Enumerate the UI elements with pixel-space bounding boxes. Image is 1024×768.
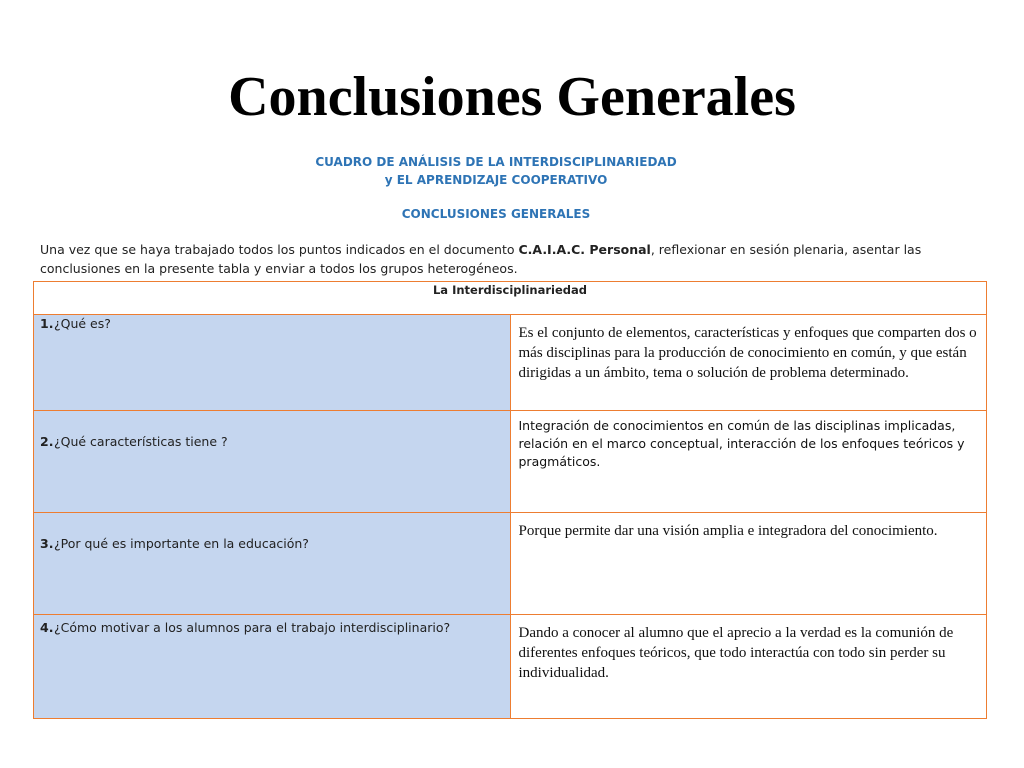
question-number: 4. xyxy=(40,620,54,635)
instructions-document-name: C.A.I.A.C. Personal xyxy=(518,242,651,257)
question-cell xyxy=(34,615,511,719)
table-row xyxy=(34,615,987,719)
question-text: ¿Cómo motivar a los alumnos para el trabajo interdisciplinario? xyxy=(54,620,451,635)
instructions-text-before: Una vez que se haya trabajado todos los puntos indicados en el documento xyxy=(40,242,519,257)
slide-title: Conclusiones Generales xyxy=(228,66,796,128)
question-cell xyxy=(34,513,511,615)
table-row xyxy=(34,411,987,513)
instructions-paragraph xyxy=(40,240,990,278)
table-header: La Interdisciplinariedad xyxy=(34,282,987,315)
table-row xyxy=(34,513,987,615)
analysis-table xyxy=(33,281,987,719)
question-text: ¿Por qué es importante en la educación? xyxy=(54,536,309,551)
question-cell xyxy=(34,411,511,513)
answer-cell: Dando a conocer al alumno que el aprecio a la verdad es la comunión de diferentes enfoques teóricos, que todo interactúa con todo sin perder su individualidad. xyxy=(510,615,987,719)
document-subheading: CONCLUSIONES GENERALES xyxy=(401,207,591,221)
answer-cell: Porque permite dar una visión amplia e integradora del conocimiento. xyxy=(510,513,987,615)
answer-cell: Integración de conocimientos en común de las disciplinas implicadas, relación en el marco conceptual, interacción de los enfoques teóricos y pragmáticos. xyxy=(510,411,987,513)
question-number: 2. xyxy=(40,434,54,449)
question-text: ¿Qué es? xyxy=(54,316,111,331)
document-heading-line-1: CUADRO DE ANÁLISIS DE LA INTERDISCIPLINARIEDAD xyxy=(315,155,677,169)
document-heading-line-2: y EL APRENDIZAJE COOPERATIVO xyxy=(384,173,608,187)
question-cell xyxy=(34,315,511,411)
table-row xyxy=(34,315,987,411)
question-number: 1. xyxy=(40,316,54,331)
question-text: ¿Qué características tiene ? xyxy=(54,434,228,449)
question-number: 3. xyxy=(40,536,54,551)
instructions-text-after: , reflexionar en sesión plenaria, asentar las conclusiones en la presente tabla y enviar a todos los grupos heterogéneos. xyxy=(40,242,922,276)
answer-cell: Es el conjunto de elementos, características y enfoques que comparten dos o más disciplinas para la producción de conocimiento en común, y que están dirigidas a un ámbito, tema o solución de problema determinado. xyxy=(510,315,987,411)
